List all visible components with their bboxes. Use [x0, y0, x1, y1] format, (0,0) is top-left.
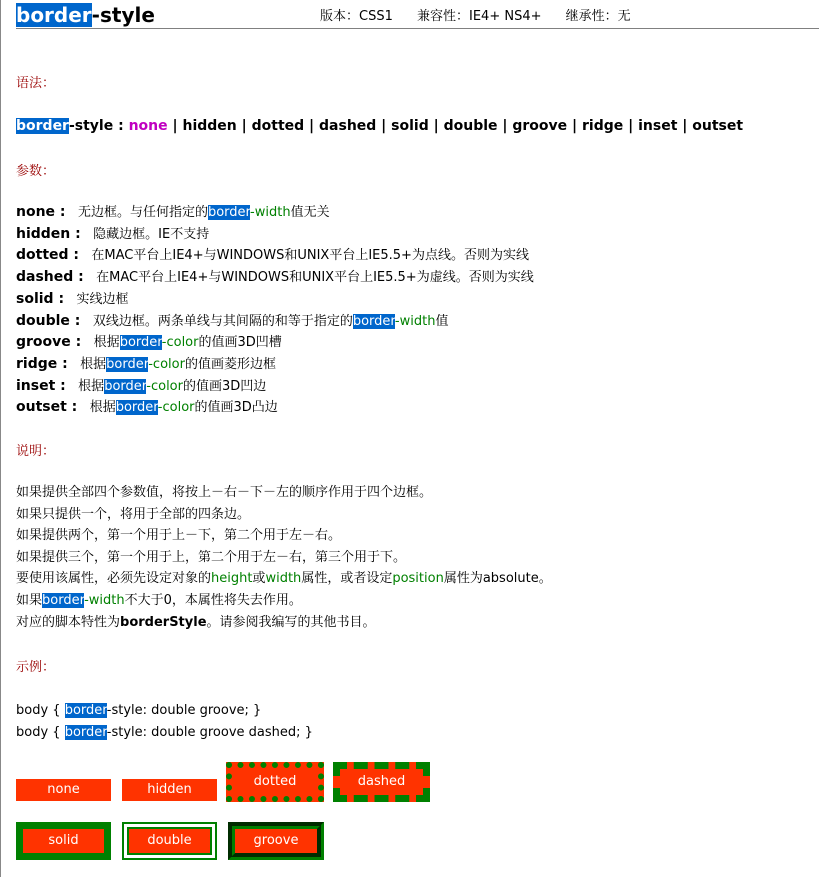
section-params: 参数：: [16, 164, 56, 179]
params-list: [16, 202, 534, 419]
param-text: 无边框。与任何指定的: [77, 205, 208, 220]
param-outset: [16, 397, 534, 419]
demo-solid: solid: [16, 822, 111, 860]
desc-text: 对应的脚本特性为: [16, 614, 121, 630]
param-text: 值无关: [290, 205, 330, 220]
param-dotted: [16, 245, 534, 267]
param-solid: [16, 289, 534, 311]
param-inset: [16, 376, 534, 398]
desc-line: 如果提供两个，第一个用于上－下，第二个用于左－右。: [16, 528, 342, 544]
param-text: 根据: [89, 400, 116, 416]
syntax-prop-highlight: border: [16, 118, 69, 134]
param-text: 在MAC平台上IE4+与WINDOWS和UNIX平台上IE5.5+为虚线。否则为实线: [96, 270, 534, 286]
param-green: -width: [394, 313, 436, 329]
param-key: hidden :: [16, 225, 81, 242]
desc-text: 属性，或者设定: [301, 571, 393, 587]
code-text: -style: double groove; }: [106, 703, 262, 718]
desc-green: position: [392, 571, 444, 587]
demo-double: double: [122, 822, 217, 860]
desc-text: 属性为absolute。: [443, 571, 552, 587]
param-green: -color: [161, 335, 199, 351]
compat-info: 兼容性：IE4+ NS4+: [417, 9, 542, 24]
param-highlight: border: [104, 378, 147, 394]
param-text: 的值画3D凹槽: [198, 335, 282, 351]
meta-info: [320, 9, 651, 25]
param-highlight: border: [106, 356, 149, 372]
param-text: 在MAC平台上IE4+与WINDOWS和UNIX平台上IE5.5+为点线。否则为实线: [91, 248, 529, 264]
description: [16, 482, 552, 633]
param-highlight: border: [207, 205, 251, 220]
desc-text: 不大于0，本属性将失去作用。: [124, 592, 302, 608]
desc-text: 或: [252, 571, 266, 587]
code-line: [16, 722, 313, 744]
inherit-info: 继承性：无: [565, 9, 631, 24]
demo-dotted: dotted: [226, 762, 324, 802]
param-none: [16, 202, 534, 224]
desc-text: 要使用该属性，必须先设定对象的: [16, 571, 212, 587]
param-text: 根据: [93, 335, 120, 351]
code-line: [16, 700, 313, 722]
param-key: ridge :: [16, 355, 68, 372]
desc-line: [16, 568, 552, 590]
desc-bold: borderStyle: [120, 614, 207, 630]
param-text: 双线边框。两条单线与其间隔的和等于指定的: [92, 313, 353, 329]
param-key: groove :: [16, 334, 82, 351]
param-double: [16, 311, 534, 333]
page-header: [16, 3, 819, 29]
demo-dashed: dashed: [333, 762, 430, 802]
desc-highlight: border: [42, 592, 85, 608]
param-key: dotted :: [16, 247, 80, 264]
desc-line: 如果只提供一个，将用于全部的四条边。: [16, 506, 251, 522]
param-green: -width: [250, 205, 291, 220]
param-key: dashed :: [16, 269, 84, 286]
param-key: outset :: [16, 399, 78, 416]
param-dashed: [16, 267, 534, 289]
desc-line: [16, 590, 552, 612]
param-ridge: [16, 354, 534, 376]
desc-line: 如果提供三个，第一个用于上，第二个用于左－右，第三个用于下。: [16, 549, 407, 565]
param-key: none :: [16, 204, 66, 220]
demo-hidden: hidden: [122, 779, 217, 801]
param-green: -color: [148, 356, 185, 372]
title-rest: -style: [91, 3, 155, 27]
section-syntax: 语法：: [16, 76, 56, 91]
param-groove: [16, 332, 534, 354]
demo-groove: groove: [228, 822, 324, 860]
param-highlight: border: [119, 335, 162, 351]
desc-text: 。请参阅我编写的其他书目。: [206, 614, 376, 630]
syntax-prop: -style :: [68, 118, 124, 134]
param-highlight: border: [115, 400, 158, 416]
desc-green: -width: [84, 592, 125, 608]
title-highlight: border: [16, 3, 92, 27]
demo-none: none: [16, 779, 111, 801]
param-text: 的值画3D凸边: [194, 400, 278, 416]
code-examples: [16, 700, 313, 744]
param-text: 的值画3D凹边: [182, 378, 267, 394]
desc-line: 如果提供全部四个参数值，将按上－右－下－左的顺序作用于四个边框。: [16, 485, 433, 500]
syntax-line: [16, 117, 743, 135]
code-text: body {: [16, 703, 61, 718]
code-text: -style: double groove dashed; }: [106, 725, 313, 740]
param-key: double :: [16, 312, 81, 329]
code-highlight: border: [64, 703, 107, 718]
desc-green: height: [211, 571, 253, 587]
desc-text: 如果: [16, 592, 43, 608]
syntax-values: | hidden | dotted | dashed | solid | double | groove | ridge | inset | outset: [172, 118, 744, 134]
version-info: 版本：CSS1: [320, 9, 393, 24]
param-green: -color: [157, 400, 195, 416]
param-text: 隐藏边框。IE不支持: [93, 226, 210, 242]
code-highlight: border: [64, 725, 107, 740]
param-hidden: [16, 224, 534, 246]
param-text: 根据: [80, 356, 107, 372]
param-text: 的值画菱形边框: [184, 356, 276, 372]
desc-line: [16, 612, 552, 634]
param-key: solid :: [16, 290, 65, 307]
desc-green: width: [265, 571, 302, 587]
param-highlight: border: [352, 313, 395, 329]
section-example: 示例：: [16, 660, 56, 675]
param-text: 根据: [78, 378, 105, 394]
section-desc: 说明：: [16, 444, 56, 459]
param-text: 实线边框: [76, 291, 129, 307]
param-key: inset :: [16, 377, 66, 394]
code-text: body {: [16, 725, 61, 740]
param-green: -color: [146, 378, 183, 394]
page-title: [16, 3, 155, 27]
syntax-default: none: [128, 118, 168, 134]
param-text: 值: [435, 313, 449, 329]
